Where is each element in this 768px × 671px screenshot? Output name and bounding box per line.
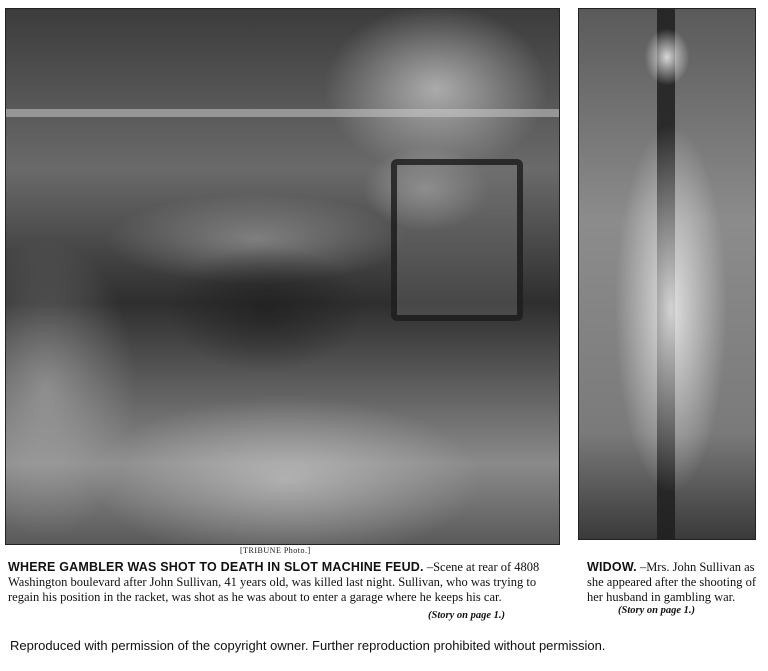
photo-credit: [TRIBUNE Photo.]	[240, 546, 311, 555]
main-caption-body: –Scene at rear of 4808 Washington boulevard after John Sullivan, 41 years old, was killed last night. Sullivan, who was trying to regain his position in the racket, was shot as he was about to enter a garage where he keeps his car.	[8, 560, 540, 604]
main-caption	[8, 560, 560, 605]
side-caption-body: –Mrs. John Sullivan as she appeared after the shooting of her husband in gambling war.	[587, 560, 757, 604]
main-caption-headline: WHERE GAMBLER WAS SHOT TO DEATH IN SLOT MACHINE FEUD.	[8, 560, 424, 574]
copyright-notice: Reproduced with permission of the copyright owner. Further reproduction prohibited without permission.	[10, 638, 606, 653]
widow-portrait-photo	[578, 8, 756, 540]
side-story-reference: (Story on page 1.)	[618, 605, 695, 616]
side-caption	[587, 560, 757, 605]
crowd-scene-photo	[5, 8, 560, 545]
side-caption-headline: WIDOW.	[587, 560, 637, 574]
main-story-reference: (Story on page 1.)	[428, 610, 505, 621]
